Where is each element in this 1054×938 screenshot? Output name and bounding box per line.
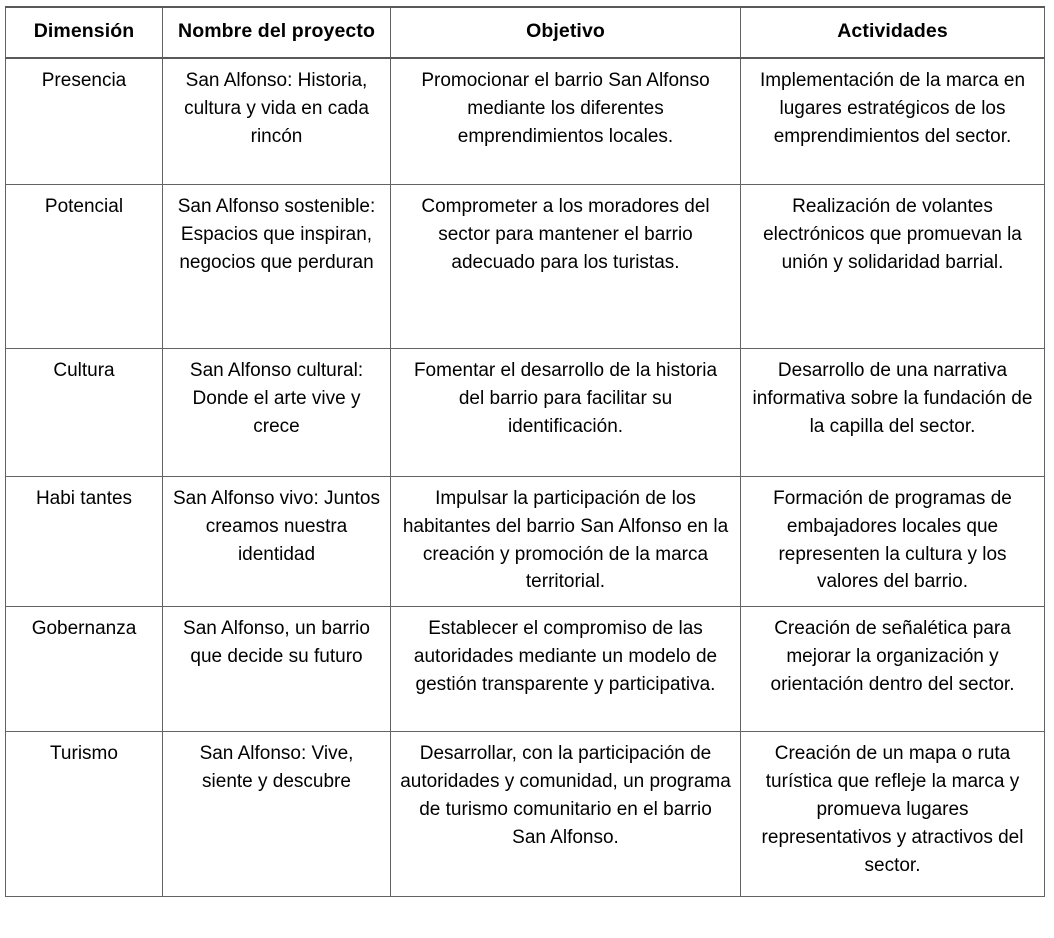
table-row (6, 348, 1045, 476)
cell-objetivo: Comprometer a los moradores del sector para mantener el barrio adecuado para los turistas. (391, 184, 741, 348)
cell-nombre: San Alfonso sostenible: Espacios que inspiran, negocios que perduran (163, 184, 391, 348)
cell-actividades: Formación de programas de embajadores locales que representen la cultura y los valores del barrio. (741, 476, 1045, 607)
column-header-dimension: Dimensión (6, 7, 163, 58)
cell-actividades: Creación de señalética para mejorar la organización y orientación dentro del sector. (741, 607, 1045, 732)
table-body (6, 58, 1045, 897)
cell-dimension: Gobernanza (6, 607, 163, 732)
cell-actividades: Implementación de la marca en lugares estratégicos de los emprendimientos del sector. (741, 58, 1045, 185)
brand-strategy-matrix-table (5, 6, 1045, 897)
table-row (6, 732, 1045, 897)
cell-dimension: Habi tantes (6, 476, 163, 607)
cell-nombre: San Alfonso, un barrio que decide su futuro (163, 607, 391, 732)
cell-nombre: San Alfonso cultural: Donde el arte vive y crece (163, 348, 391, 476)
table-row (6, 476, 1045, 607)
column-header-actividades: Actividades (741, 7, 1045, 58)
cell-objetivo: Impulsar la participación de los habitantes del barrio San Alfonso en la creación y promoción de la marca territorial. (391, 476, 741, 607)
cell-dimension: Potencial (6, 184, 163, 348)
table-header (6, 7, 1045, 58)
cell-objetivo: Promocionar el barrio San Alfonso mediante los diferentes emprendimientos locales. (391, 58, 741, 185)
cell-dimension: Cultura (6, 348, 163, 476)
cell-actividades: Realización de volantes electrónicos que promuevan la unión y solidaridad barrial. (741, 184, 1045, 348)
cell-actividades: Desarrollo de una narrativa informativa sobre la fundación de la capilla del sector. (741, 348, 1045, 476)
cell-dimension: Turismo (6, 732, 163, 897)
table-row (6, 58, 1045, 185)
cell-objetivo: Establecer el compromiso de las autoridades mediante un modelo de gestión transparente y participativa. (391, 607, 741, 732)
cell-actividades: Creación de un mapa o ruta turística que refleje la marca y promueva lugares representativos y atractivos del sector. (741, 732, 1045, 897)
column-header-objetivo: Objetivo (391, 7, 741, 58)
table-header-row (6, 7, 1045, 58)
cell-dimension: Presencia (6, 58, 163, 185)
cell-nombre: San Alfonso vivo: Juntos creamos nuestra identidad (163, 476, 391, 607)
table-row (6, 607, 1045, 732)
column-header-nombre: Nombre del proyecto (163, 7, 391, 58)
cell-objetivo: Fomentar el desarrollo de la historia del barrio para facilitar su identificación. (391, 348, 741, 476)
cell-objetivo: Desarrollar, con la participación de autoridades y comunidad, un programa de turismo comunitario en el barrio San Alfonso. (391, 732, 741, 897)
cell-nombre: San Alfonso: Vive, siente y descubre (163, 732, 391, 897)
table-row (6, 184, 1045, 348)
cell-nombre: San Alfonso: Historia, cultura y vida en cada rincón (163, 58, 391, 185)
